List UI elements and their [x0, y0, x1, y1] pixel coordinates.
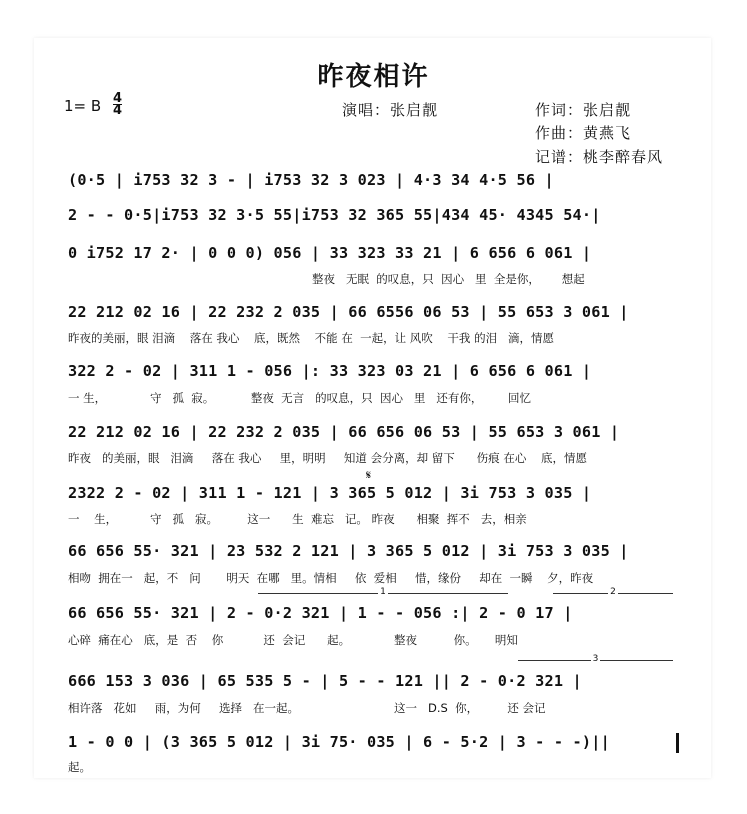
transcriber-credit: 记谱：桃李醉春风	[535, 148, 664, 166]
singer-credit: 演唱：张启靓	[342, 101, 439, 119]
time-top: 4	[113, 91, 123, 106]
lyric-line-8: 相吻 拥在一 起，不 问 明天 在哪 里。情相 依 爱相 惜，缘份 却在 一瞬 夕，昨夜	[68, 571, 594, 585]
lyric-line-9: 心碎 痛在心 底，是 否 你 还 会记 起。 整夜 你。 明知	[68, 633, 518, 647]
score-line-11: 1 - 0 0 | (3 365 5 012 | 3i 75· 035 | 6 - 5·2 | 3 - - -)||	[68, 733, 610, 751]
score-line-3: 0 i752 17 2· | 0 0 0) 056 | 33 323 33 21 | 6 656 6 061 |	[68, 244, 592, 262]
lyric-line-4: 昨夜的美丽，眼 泪滴 落在 我心 底，既然 不能 在 一起，让 风吹 干我 的泪 滴，情愿	[68, 331, 555, 345]
volta-1-bracket	[258, 587, 508, 597]
score-line-5: 322 2 - 02 | 311 1 - 056 |: 33 323 03 21 | 6 656 6 061 |	[68, 362, 592, 380]
time-bottom: 4	[113, 103, 123, 118]
score-line-9: 66 656 55· 321 | 2 - 0·2 321 | 1 - - 056 :| 2 - 0 17 |	[68, 604, 573, 622]
volta-2-label: 2	[610, 587, 616, 597]
score-line-2: 2 - - 0·5|i753 32 3·5 55|i753 32 365 55|434 45· 4345 54·|	[68, 206, 601, 224]
lyric-line-6: 昨夜 的美丽，眼 泪滴 落在 我心 里，明明 知道 会分离，却 留下 伤痕 在心 底，情愿	[68, 451, 587, 465]
key-signature: 1= B	[64, 97, 102, 115]
lyric-line-5: 一 生， 守 孤 寂。 整夜 无言 的叹息，只 因心 里 还有你， 回忆	[68, 391, 531, 405]
volta-2-bracket	[553, 587, 673, 597]
score-line-10: 666 153 3 036 | 65 535 5 - | 5 - - 121 || 2 - 0·2 321 |	[68, 672, 582, 690]
lyricist-credit: 作词：张启靓	[535, 101, 632, 119]
volta-3-bracket	[518, 654, 673, 664]
segno-icon: 𝄋	[366, 468, 372, 482]
score-line-7: 2322 2 - 02 | 311 1 - 121 | 3 365 5 012 | 3i 753 3 035 |	[68, 484, 592, 502]
score-line-1: (0·5 | i753 32 3 - | i753 32 3 023 | 4·3 34 4·5 56 |	[68, 171, 554, 189]
lyric-line-7: 一 生， 守 孤 寂。 这一 生 难忘 记。 昨夜 相聚 挥不 去，相亲	[68, 512, 527, 526]
song-title: 昨夜相许	[317, 62, 430, 92]
lyric-line-11: 起。	[68, 760, 91, 774]
volta-3-label: 3	[592, 654, 599, 664]
composer-credit: 作曲：黄燕飞	[535, 124, 632, 142]
volta-1-label: 1	[380, 587, 386, 597]
score-line-8: 66 656 55· 321 | 23 532 2 121 | 3 365 5 012 | 3i 753 3 035 |	[68, 542, 629, 560]
time-signature	[113, 93, 122, 116]
score-line-6: 22 212 02 16 | 22 232 2 035 | 66 656 06 53 | 55 653 3 061 |	[68, 423, 620, 441]
lyric-line-3: 整夜 无眠 的叹息，只 因心 里 全是你， 想起	[312, 272, 585, 286]
lyric-line-10: 相许落 花如 雨，为何 选择 在一起。 这一 D.S 你， 还 会记	[68, 701, 546, 715]
final-barline	[676, 733, 679, 753]
score-line-4: 22 212 02 16 | 22 232 2 035 | 66 6556 06 53 | 55 653 3 061 |	[68, 303, 629, 321]
